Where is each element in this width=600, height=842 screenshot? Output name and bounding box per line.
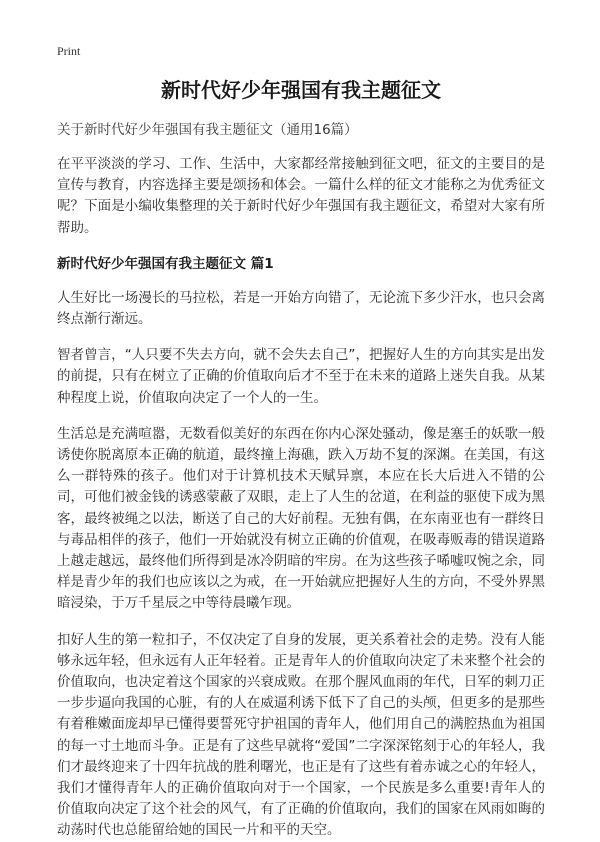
section-heading: 新时代好少年强国有我主题征文 篇1 [57, 255, 274, 272]
page-title: 新时代好少年强国有我主题征文 [161, 78, 441, 102]
print-label[interactable]: Print [57, 44, 81, 58]
body-paragraph-2: 智者曾言，“人只要不失去方向，就不会失去自己”，把握好人生的方向其实是出发的前提，只有在树立了正确的价值取向后才不至于在未来的道路上迷失自我。从某种程度上说，价值取向决定了一个人的一生。 [57, 347, 545, 406]
body-paragraph-3: 生活总是充满喧嚣，无数看似美好的东西在你内心深处骚动，像是塞壬的妖歌一般诱使你脱离原本正确的航道，最终撞上海礁，跌入万劫不复的深渊。在美国，有这么一群特殊的孩子。他们对于计算机技术天赋异禀，本应在长大后进入不错的公司，可他们被金钱的诱惑蒙蔽了双眼，走上了人生的岔道，在利益的驱使下成为黑客，最终被绳之以法，断送了自己的大好前程。无独有偶，在东南亚也有一群终日与毒品相伴的孩子，他们一开始就没有树立正确的价值观，在吸毒贩毒的错误道路上越走越远，最终他们所得到是冰冷阴暗的牢房。在为这些孩子唏嘘叹惋之余，同样是青少年的我们也应该以之为戒，在一开始就应把握好人生的方向，不受外界黑暗浸染，于万千星辰之中等待晨曦乍现。 [57, 425, 545, 612]
intro-paragraph: 在平平淡淡的学习、工作、生活中，大家都经常接触到征文吧，征文的主要目的是宣传与教育，内容选择主要是颂扬和体会。一篇什么样的征文才能称之为优秀征文呢？下面是小编收集整理的关于新时代好少年强国有我主题征文，希望对大家有所帮助。 [57, 156, 545, 236]
body-paragraph-1: 人生好比一场漫长的马拉松，若是一开始方向错了，无论流下多少汗水，也只会离终点渐行渐远。 [57, 289, 545, 328]
subtitle: 关于新时代好少年强国有我主题征文（通用16篇） [57, 122, 358, 138]
body-paragraph-4: 扣好人生的第一粒扣子，不仅决定了自身的发展，更关系着社会的走势。没有人能够永远年轻，但永远有人正年轻着。正是青年人的价值取向决定了未来整个社会的价值取向，也决定着这个国家的兴衰成败。在那个腥风血雨的年代，日军的刺刀正一步步逼向我国的心脏，有的人在威逼利诱下低下了自己的头颅，但更多的是那些有着稚嫩面庞却早已懂得要誓死守护祖国的青年人，他们用自己的满腔热血为祖国的每一寸土地而斗争。正是有了这些早就将“爱国”二字深深铭刻于心的年轻人，我们才最终迎来了十四年抗战的胜利曙光，也正是有了这些有着赤诚之心的年轻人，我们才懂得青年人的正确价值取向对于一个国家，一个民族是多么重要!青年人的价值取向决定了这个社会的风气，有了正确的价值取向，我们的国家在风雨如晦的动荡时代也总能留给她的国民一片和平的天空。 [57, 631, 545, 839]
